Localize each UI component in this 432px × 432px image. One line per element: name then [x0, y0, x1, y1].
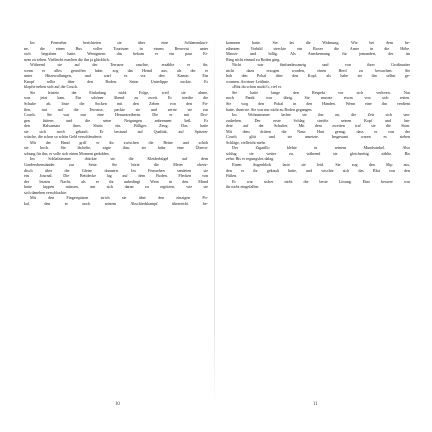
text-line: Knopf rollte über den Boden. Seine Unterlippe zuckte. Er — [24, 78, 208, 84]
text-line: wonnen. An einer Leitlinie. — [226, 78, 271, 84]
text-line: rühmten Vorbild streckte ein Boxer die Arme in die Höhe. — [226, 45, 410, 51]
text-line: »Bist du schon nackt?«, rief er. — [232, 84, 282, 90]
text-line: dete auf der Schulter. Mit dem zweiten traf sie die Stirn. — [226, 123, 410, 129]
text-line: Sie leistete der Einladung nicht Folge, weil sie ahnte, — [30, 89, 208, 95]
text-line: Im Fernseher berichteten sie über eine Schlammlawi- — [30, 40, 208, 45]
text-line: Einen Augenblick lacte sie leid. Sie zog den Slip aus, — [232, 162, 410, 168]
text-line: Garderobenständer zur Seite. Sie hörte die Meter oberir- — [24, 162, 208, 168]
book-gutter — [214, 30, 215, 410]
text-line: Mit dem dritten die Nase. Hart genug, dass er von der — [226, 128, 410, 134]
text-line: den er ihr gekauft hatte, und wischte sich das Blut von den — [226, 167, 410, 173]
text-line: noch Panik war übrig. Sie musste etwas von sich retten. — [226, 95, 410, 101]
text-line: was jetzt kam. Ein schöner Abend zu zweit. Er streifte die — [24, 95, 208, 101]
text-line: zehn. Bis er regungslos dalag. — [226, 156, 275, 162]
text-line: ßen, trat auf die Terrasse, packte sie und zerrte sie zur — [24, 106, 208, 112]
text-line: hatte, dann sie. Sie war nur nicht zu Boden gegangen. — [226, 106, 313, 112]
text-line: sich begraben hatte. Wenigstens das bekam er ein paar Ei- — [24, 51, 208, 57]
text-line: Couch. Sie war nur eine Herumtreiberin. Die er mit Dro- — [24, 112, 208, 118]
text-line: disch über die Gleise donnern. Im Fernsehen sendeten sie — [24, 167, 208, 173]
text-line: sie sich noch gekauft. Er bestand auf Qualität, auf Spitzen- — [24, 128, 208, 134]
text-line: Während sie auf der Terrasse rauchte, erzählte er ihr, — [30, 62, 208, 68]
text-line: Mit den Fingerspitzen strich sie über den einzigen Po- — [30, 195, 208, 201]
left-page — [24, 40, 208, 396]
text-line: Im Wohnzimmer lachte sie ihn an, die Zeit sich um- — [232, 112, 410, 118]
text-line: sie hoch. Sie lächelte, sagte ihm, sie habe eine Überra- — [24, 145, 208, 151]
text-line: ihr nicht eingefallen. — [226, 184, 260, 190]
text-line: Schuhe ab, löste die Socken mit den Zehen von den Fü- — [24, 101, 208, 107]
text-line: nem zu sehen. Vielleicht machen die ihn ja glücklich. — [24, 56, 110, 62]
text-line: Massiv und billig. Als Anerkennung für jemanden, der im — [226, 51, 410, 57]
text-line: hob den Pokal über den Kopf, als habe sie ihn selbst ge- — [226, 73, 410, 79]
text-line: zudrehen. Der erste Schlag streifte seinen Kopf und lan- — [226, 117, 410, 123]
text-line: Schläge, vielleicht mehr. — [226, 139, 266, 145]
text-line: ne, die einen Bus voller Touristen in einem Reservat unter — [24, 45, 208, 51]
text-line: Der Zigarillo klebte in seinem Mundwinkel. Also — [232, 145, 410, 151]
text-line: ein Journal. Die Bettdecke lag auf dem Boden. Flecken von — [24, 173, 208, 179]
right-page-number: 11 — [313, 402, 318, 407]
text-line: Sie hatte lange den Respekt vor sich verloren. Nur — [232, 89, 410, 95]
text-line: schung für ihn, er solle sich einen Moment gedulden. — [24, 150, 110, 156]
text-line: gen füttern und die seine Neigungen anbrennen ließ. Er — [24, 117, 208, 123]
text-line: klopfte neben sich auf die Couch. — [24, 84, 79, 90]
text-line: der letzten Nacht, als er ihr unbedingt Wein in den Mund — [24, 178, 208, 184]
left-page-number: 10 — [115, 402, 120, 407]
text-line: schlug sie weiter zu, während sie gleichzeitig zählte. Bis — [226, 150, 410, 156]
text-line: kommen hatte. Sie las die Widmung. Wie bei dem be- — [226, 40, 410, 45]
text-line: Im Schlafzimmer drückte sie die Kleiderbügel auf dem — [30, 156, 208, 162]
text-line: sich daneben verschluckte. — [24, 189, 68, 195]
text-line: unter Hitzewallungen, und warf es vor den Kamin. Ein — [24, 73, 208, 79]
text-line: nicht dazu erzogen worden, einen Herd zu bewachen. Sie — [226, 67, 410, 73]
text-line: Er war sicher nicht die beste Lösung. Eine bessere war — [232, 178, 410, 184]
text-line: hatte kippen müssen, um sich daran zu ergötzen, wie sie — [24, 184, 208, 190]
text-line: Couch glitt und sie ansetzte. Insgesamt waren es sieben — [226, 134, 410, 140]
text-line: Sie wog den Pokal in den Händen. Wenn eine ihn verdient — [226, 101, 410, 107]
text-line: wenn er alles getroffen habe, zog das Hemd aus, als der er — [24, 67, 208, 73]
text-line: kal, den er noch seinem Abschiedskampf überreicht be- — [24, 200, 208, 206]
text-line: Nicht war fünfundzwanzig und von ihrer Großmutter — [232, 62, 410, 68]
text-line: Ring nicht einmal zu Boden ging. — [226, 56, 281, 62]
text-line: Mit der Hand griff er ihr zwischen die Beine und schob — [30, 139, 208, 145]
text-line: den Halsansatz ihres Shirts ein. Billiges Zeug. Das hatte — [24, 123, 208, 129]
right-page — [226, 40, 410, 396]
text-line: wäsche, die schon so schön Geld verschleuderte. — [24, 134, 103, 140]
text-line: Füßen. — [226, 173, 238, 179]
